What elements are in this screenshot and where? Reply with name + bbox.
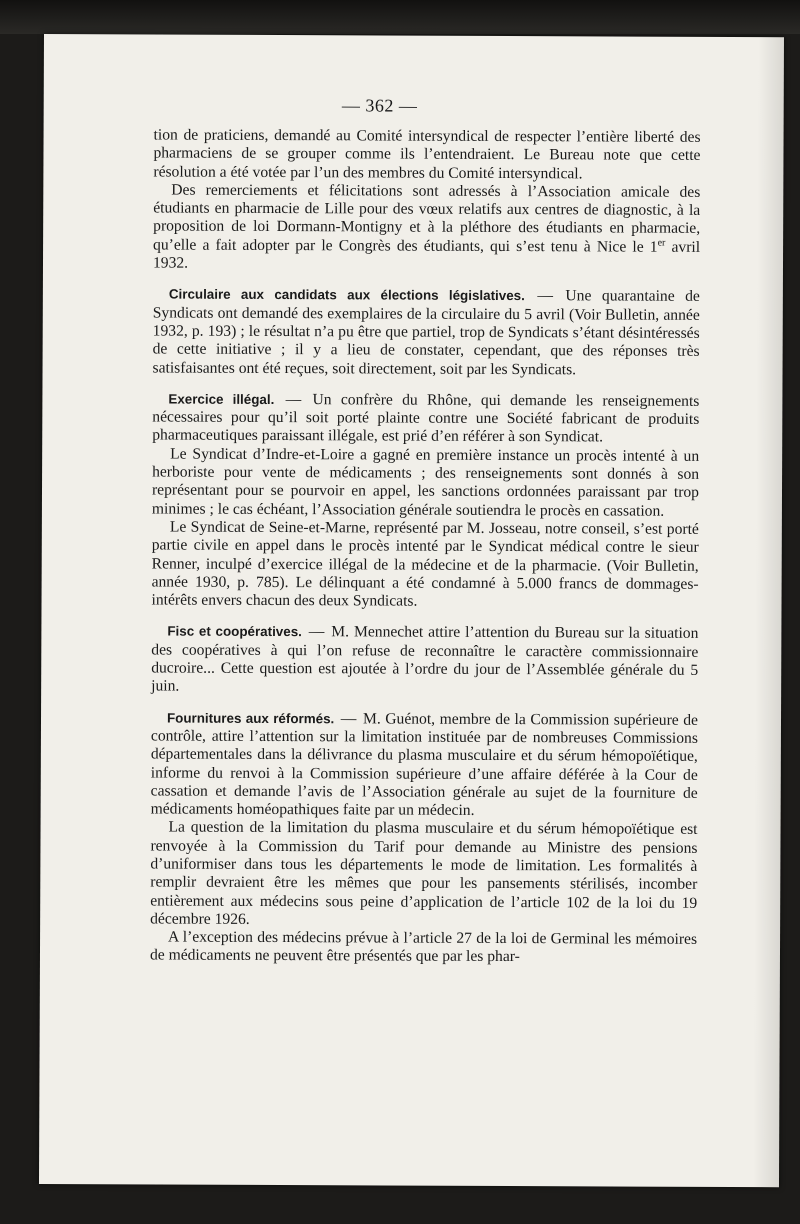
section-exercice-illegal — [152, 390, 699, 447]
body-text — [150, 126, 701, 967]
section-fisc-cooperatives — [151, 623, 698, 699]
section-heading: Circulaire aux candidats aux élections législatives. — [168, 286, 525, 304]
paragraph-remerciements — [153, 181, 700, 275]
section-heading: Fournitures aux réformés. — [166, 710, 335, 726]
superscript: er — [657, 237, 666, 249]
section-heading: Fisc et coopératives. — [167, 623, 302, 640]
page-gutter-shadow — [753, 37, 784, 1187]
paragraph-indre-et-loire: Le Syndicat d’Indre-et-Loire a gagné en première instance un procès intenté à un herboriste pour vente de médicaments ; des renseignements sont donnés à son représentant pour se pourvoir en appel, les sanctions ordonnées paraissant par trop minimes ; le cas échéant, l’Association générale soutiendra le procès en cassation. — [151, 445, 700, 520]
section-heading: Exercice illégal. — [168, 391, 275, 407]
paragraph-exception-medecins: A l’exception des médecins prévue à l’article 27 de la loi de Germinal les mémoires de médicaments ne peuvent être présentés que par les phar- — [149, 928, 698, 966]
section-text: M. Guénot, membre de la Commission supérieure de contrôle, attire l’attention sur la limitation instituée par de nombreuses Commissions départementales dans la délivrance du plasma musculaire et du sérum hémopoïétique, informe du renvoi à la Commission supérieure d’une affaire déférée à la Cour de cassation et demande l’avis de l’Association générale au sujet de la fourniture de médicaments homéopathiques faite par un médecin. — [150, 710, 699, 819]
em-dash: — — [285, 390, 302, 408]
section-text: M. Mennechet attire l’attention du Bureau sur la situation des coopératives à qui l’on refuse de reconnaître le caractère commissionnaire ducroire... Cette question est ajoutée à l’ordre du jour de l’Assemblée générale du 5 juin. — [151, 623, 699, 695]
scan-background — [0, 0, 800, 34]
page-number: — 362 — — [341, 95, 418, 116]
document-page — [39, 34, 784, 1187]
section-circulaire — [153, 286, 700, 380]
section-text: Une quarantaine de Syndicats ont demandé des exemplaires de la circulaire du 5 avril (Voir Bulletin, année 1932, p. 193) ; le résultat n’a pu être que partiel, trop de Syndicats s’étant désintéressés de cette initiative ; il y a lieu de constater, cependant, que des réponses très satisfaisantes ont été reçues, soit directement, soit par les Syndicats. — [152, 287, 700, 378]
em-dash: — — [308, 623, 325, 641]
em-dash: — — [537, 287, 553, 305]
paragraph-text: Des remerciements et félicitations sont adressés à l’Association amicale des étudiants en pharmacie de Lille pour des vœux relatifs aux centres de diagnostic, à la proposition de loi Dormann-Montigny et à la pléthore des étudiants en pharmacie, qu’elle a fait adopter par le Congrès des étudiants, qui s’est tenu à Nice le 1 — [153, 181, 701, 256]
section-fournitures-reformes — [151, 709, 698, 821]
section-text: Un confrère du Rhône, qui demande les renseignements nécessaires pour qu’il soit porté plainte contre une Société fabricant de produits pharmaceutiques paraissant illégale, est prié d’en référer à son Syndicat. — [152, 391, 700, 446]
paragraph-continuation: tion de praticiens, demandé au Comité intersyndical de respecter l’entière liberté des pharmaciens de se grouper comme ils l’entendraient. Le Bureau note que cette résolution a été votée par l’un des membres du Comité intersyndical. — [153, 126, 701, 182]
paragraph-seine-et-marne: Le Syndicat de Seine-et-Marne, représenté par M. Josseau, notre conseil, s’est porté partie civile en appel dans le procès intenté par le Syndicat médical contre le sieur Renner, inculpé d’exercice illégal de la médecine et de la pharmacie. (Voir Bulletin, année 1930, p. 785). Le délinquant a été condamné à 5.000 francs de dommages-intérêts envers chacun des deux Syndicats. — [151, 518, 699, 610]
paragraph-text: avril 1932. — [152, 238, 701, 272]
em-dash: — — [340, 709, 357, 727]
paragraph-limitation-plasma: La question de la limitation du plasma musculaire et du sérum hémopoïétique est renvoyée à la Commission du Tarif pour demande au Ministre des pensions d’uniformiser dans tous les départements le mode de limitation. Les formalités à remplir devraient être les mêmes que pour les pansements stérilisés, incomber entièrement aux médecins sous peine d’application de l’article 102 de la loi du 19 décembre 1926. — [150, 818, 698, 928]
